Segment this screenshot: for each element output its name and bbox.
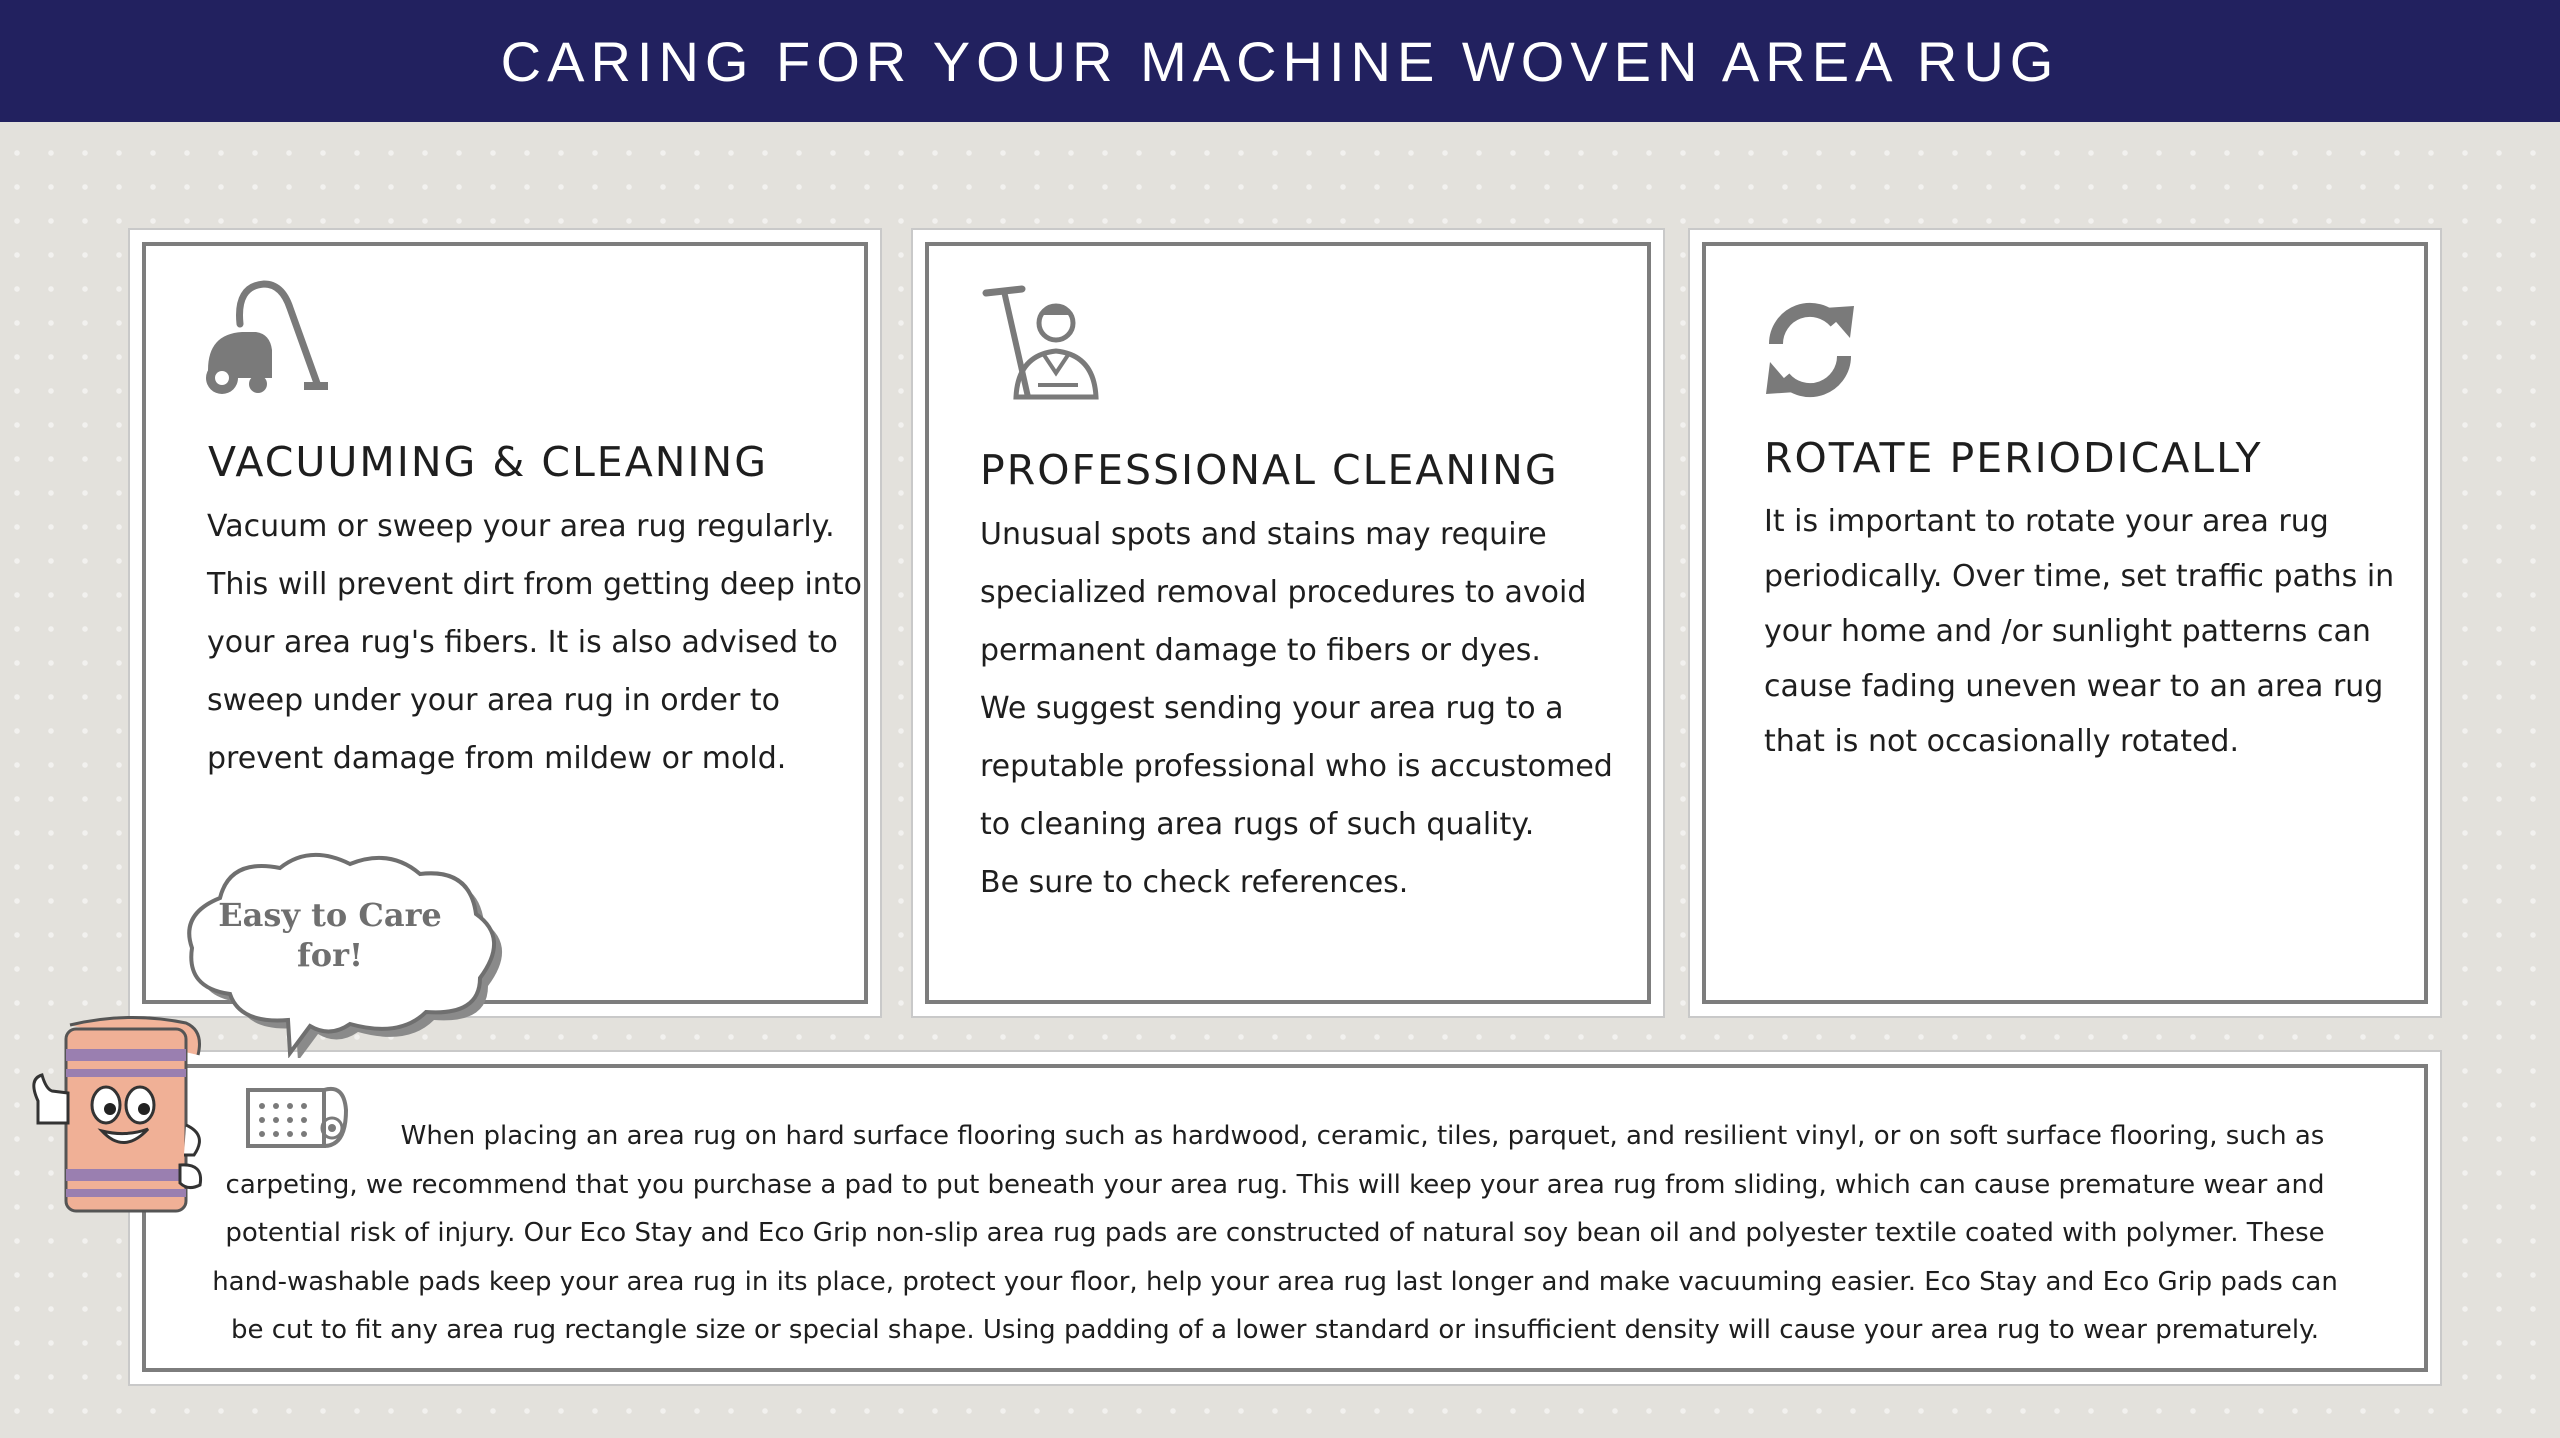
page-title: CARING FOR YOUR MACHINE WOVEN AREA RUG [500,29,2060,93]
rug-mascot-icon [8,1005,208,1220]
card-body: It is important to rotate your area rug periodically. Over time, set traffic paths in your home and /or sunlight patterns can cause fading uneven wear to an area rug that is not occasionally rotated. [1764,504,2395,759]
rotate-arrows-icon [1762,300,1858,400]
card-title: VACUUMING & CLEANING [208,438,768,486]
card-title: ROTATE PERIODICALLY [1764,434,2263,482]
card-body: Unusual spots and stains may require specialized removal procedures to avoid permanent damage to fibers or dyes. We suggest sending your area rug to a reputable professional who is accustomed to cleaning area rugs of such quality. Be sure to check references. [980,517,1613,900]
cleaning-worker-icon [982,285,1102,403]
header-banner [0,0,2560,122]
bubble-text: Easy to Care for! [218,896,442,974]
rug-pad-text: When placing an area rug on hard surface flooring such as hardwood, ceramic, tiles, parquet, and resilient vinyl, or on soft surface flooring, such as carpeting, we recommend that you purchase a pad to put beneath your area rug. This will keep your area rug from sliding, which can cause premature wear and potential risk of injury. Our Eco Stay and Eco Grip non-slip area rug pads are constructed of natural soy bean oil and polyester textile coated with polymer. These hand-washable pads keep your area rug in its place, protect your floor, help your area rug last longer and make vacuuming easier. Eco Stay and Eco Grip pads can be cut to fit any area rug rectangle size or special shape. Using padding of a lower standard or insufficient density will cause your area rug to wear prematurely. [212,1121,2338,1345]
card-body: Vacuum or sweep your area rug regularly. This will prevent dirt from getting deep into your area rug's fibers. It is also advised to sweep under your area rug in order to prevent damage from mildew or mold. [207,509,862,776]
vacuum-cleaner-icon [200,278,330,396]
card-title: PROFESSIONAL CLEANING [980,446,1559,494]
